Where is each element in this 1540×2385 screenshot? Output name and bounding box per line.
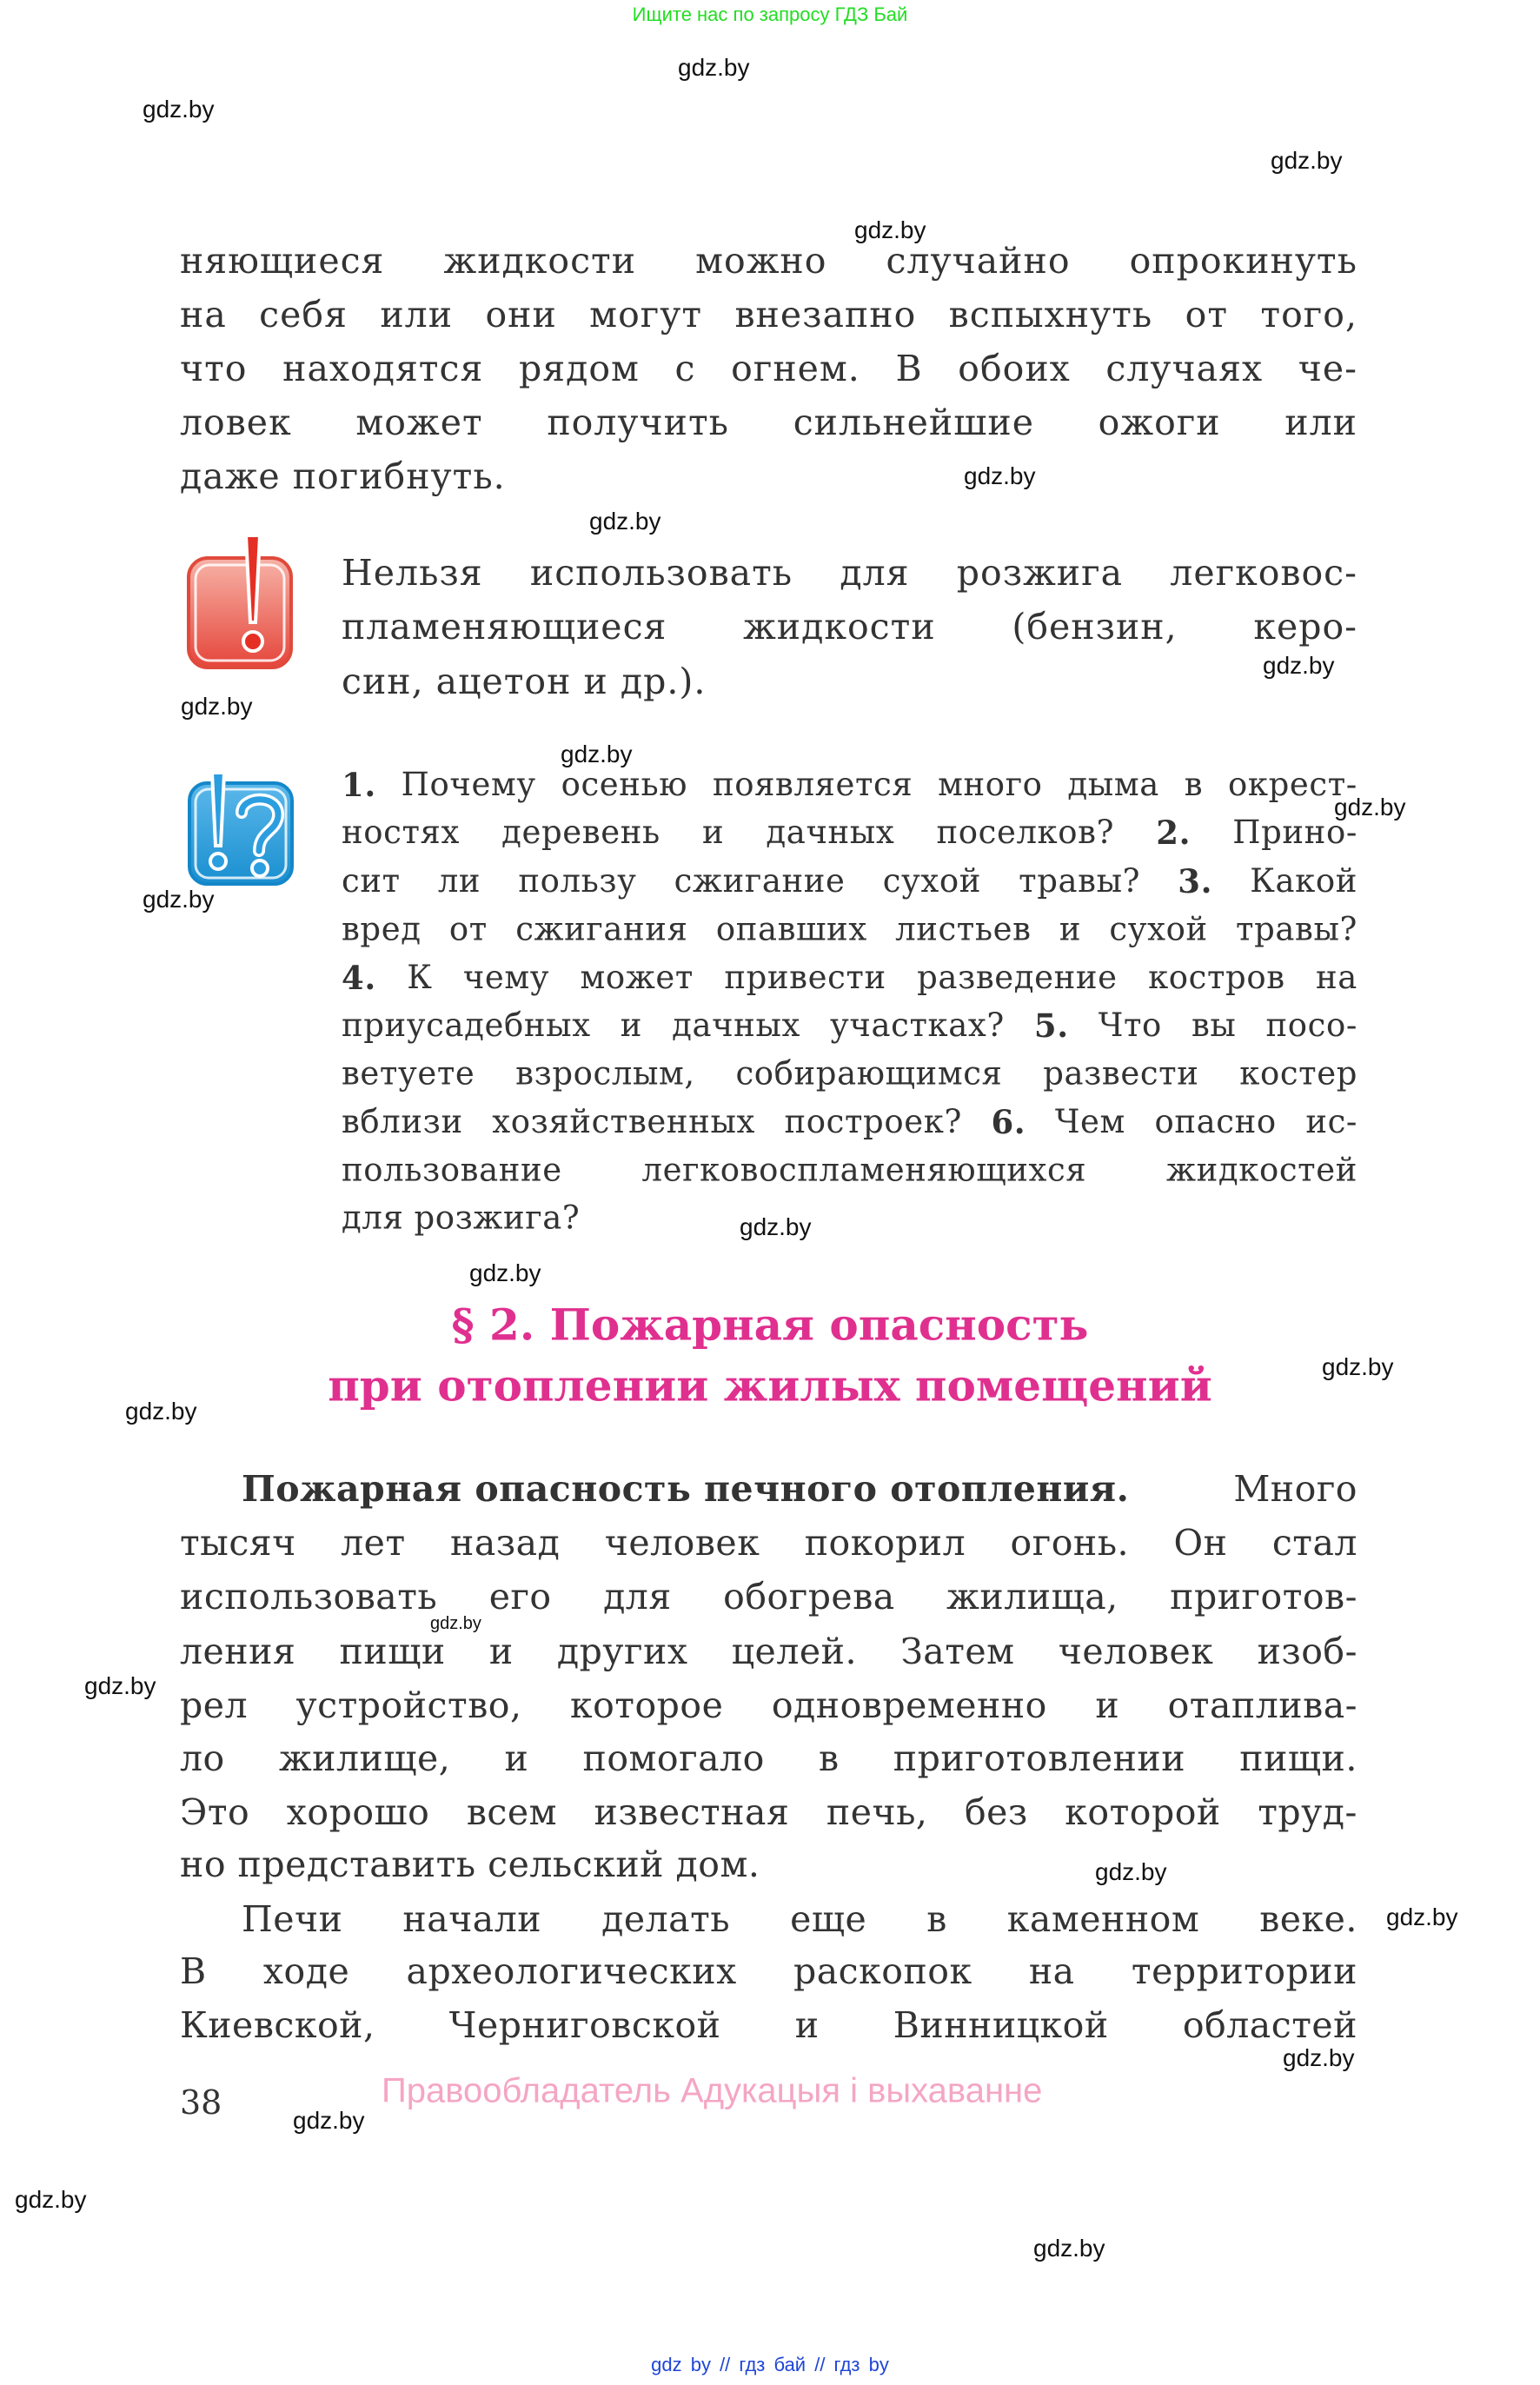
- text-line: ловек может получить сильнейшие ожоги или: [180, 402, 1357, 443]
- text-line: син, ацетон и др.).: [342, 661, 707, 702]
- text-line: даже погибнуть.: [180, 455, 506, 497]
- watermark-text: gdz.by: [678, 54, 750, 81]
- search-hint-banner: Ищите нас по запросу ГДЗ Бай: [632, 3, 908, 25]
- text-line: Киевской, Черниговской и Винницкой областей: [180, 2004, 1357, 2046]
- question-line: 1. Почему осенью появляется много дыма в окрест-: [342, 766, 1357, 804]
- text-line: тысяч лет назад человек покорил огонь. Он стал: [180, 1522, 1357, 1564]
- watermark-text: gdz.by: [181, 693, 253, 720]
- watermark-text: gdz.by: [430, 1614, 481, 1633]
- text-line: рел устройство, которое одновременно и отаплива-: [180, 1684, 1357, 1726]
- text-line: Печи начали делать еще в каменном веке.: [242, 1898, 1357, 1940]
- watermark-text: gdz.by: [1283, 2044, 1355, 2071]
- watermark-text: gdz.by: [15, 2186, 87, 2213]
- question-line: ностях деревень и дачных поселков? 2. Прино-: [342, 814, 1357, 852]
- exclamation-icon: [183, 532, 296, 673]
- watermark-text: gdz.by: [1322, 1353, 1394, 1380]
- question-line: для розжига?: [342, 1199, 581, 1237]
- question-line: вред от сжигания опавших листьев и сухой травы?: [342, 910, 1357, 948]
- watermark-text: gdz.by: [561, 741, 633, 767]
- page-number: 38: [180, 2083, 222, 2122]
- text-line: ления пищи и других целей. Затем человек изоб-: [180, 1631, 1357, 1672]
- watermark-text: gdz.by: [740, 1213, 812, 1240]
- text-line: ло жилище, и помогало в приготовлении пищи.: [180, 1737, 1357, 1779]
- question-line: пользование легковоспламеняющихся жидкостей: [342, 1151, 1357, 1189]
- section-title-line-1: § 2. Пожарная опасность: [451, 1299, 1089, 1351]
- watermark-text: gdz.by: [964, 462, 1036, 489]
- text-line: что находятся рядом с огнем. В обоих случаях че-: [180, 348, 1357, 389]
- watermark-text: gdz.by: [1271, 147, 1343, 174]
- watermark-text: gdz.by: [143, 96, 215, 123]
- question-exclamation-icon: [186, 769, 295, 887]
- question-line: сит ли пользу сжигание сухой травы? 3. Какой: [342, 862, 1357, 900]
- question-line: приусадебных и дачных участках? 5. Что вы посо-: [342, 1006, 1357, 1045]
- watermark-text: gdz.by: [854, 216, 926, 243]
- section-title-line-2: при отоплении жилых помещений: [328, 1359, 1212, 1412]
- footer-links[interactable]: gdz by // гдз бай // гдз by: [651, 2354, 889, 2375]
- text-line: Нельзя использовать для розжига легковос-: [342, 552, 1357, 594]
- question-line: ветуете взрослым, собирающимся развести костер: [342, 1054, 1357, 1093]
- watermark-text: gdz.by: [1334, 794, 1406, 820]
- text-line: но представить сельский дом.: [180, 1844, 760, 1885]
- text-line: няющиеся жидкости можно случайно опрокинуть: [180, 240, 1357, 282]
- text-line: пламеняющиеся жидкости (бензин, керо-: [342, 606, 1357, 648]
- watermark-text: gdz.by: [125, 1398, 197, 1425]
- watermark-text: gdz.by: [1386, 1903, 1458, 1930]
- watermark-text: gdz.by: [1033, 2235, 1105, 2262]
- watermark-text: gdz.by: [143, 886, 215, 913]
- watermark-text: gdz.by: [293, 2107, 365, 2134]
- watermark-text: gdz.by: [1095, 1858, 1167, 1885]
- copyright-notice: Правообладатель Адукацыя і выхаванне: [382, 2071, 1043, 2110]
- watermark-text: gdz.by: [1263, 652, 1335, 679]
- text-line: на себя или они могут внезапно вспыхнуть от того,: [180, 294, 1357, 335]
- question-line: 4. К чему может привести разведение костров на: [342, 959, 1357, 997]
- question-line: вблизи хозяйственных построек? 6. Чем опасно ис-: [342, 1103, 1357, 1141]
- watermark-text: gdz.by: [469, 1259, 541, 1286]
- text-line: использовать его для обогрева жилища, приготов-: [180, 1576, 1357, 1618]
- watermark-text: gdz.by: [589, 508, 661, 535]
- text-line: В ходе археологических раскопок на территории: [180, 1950, 1357, 1992]
- text-line: Пожарная опасность печного отопления. Много: [242, 1468, 1357, 1510]
- subheading: Пожарная опасность печного отопления.: [242, 1468, 1130, 1510]
- watermark-text: gdz.by: [84, 1672, 156, 1699]
- text-line: Это хорошо всем известная печь, без которой труд-: [180, 1791, 1357, 1833]
